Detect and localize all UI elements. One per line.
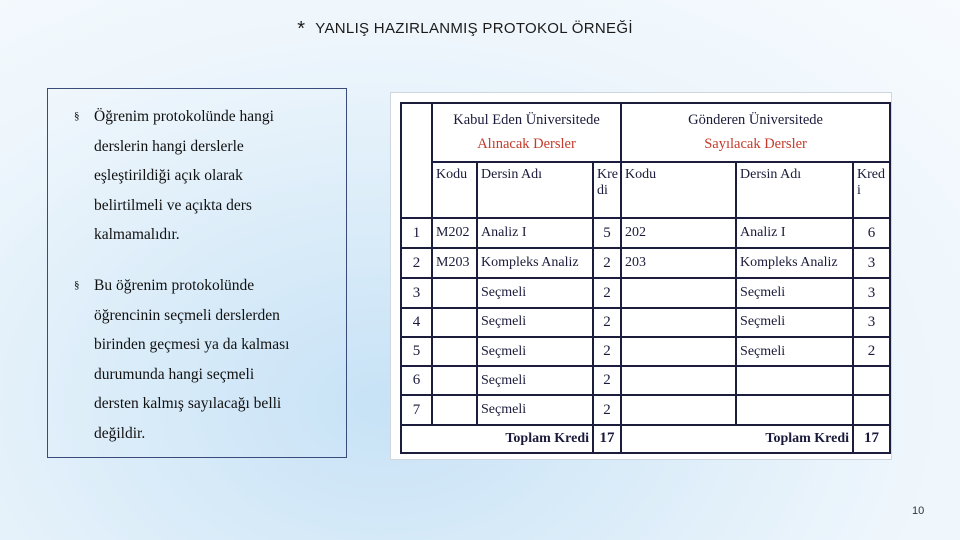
bullet-marker-icon: § xyxy=(74,110,80,122)
col-header-kredi-right: Kred i xyxy=(853,162,890,218)
code-right xyxy=(621,366,736,395)
course-name-left: Seçmeli xyxy=(477,278,593,307)
bullet-marker-icon: § xyxy=(74,279,80,291)
code-right xyxy=(621,395,736,424)
title-star: * xyxy=(297,18,306,40)
table-header-row-1 xyxy=(401,103,890,162)
row-number: 4 xyxy=(401,308,432,337)
sending-title: Gönderen Üniversitede xyxy=(688,112,823,129)
code-left xyxy=(432,278,477,307)
code-left xyxy=(432,366,477,395)
col-header-kodu-left: Kodu xyxy=(432,162,477,218)
credit-right: 2 xyxy=(853,337,890,366)
table-row xyxy=(401,395,890,424)
total-label-left: Toplam Kredi xyxy=(401,425,593,453)
course-name-left: Seçmeli xyxy=(477,337,593,366)
table-row xyxy=(401,278,890,307)
bullet-2 xyxy=(74,271,364,448)
bullet-line: durumunda hangi seçmeli xyxy=(94,365,255,383)
row-number: 5 xyxy=(401,337,432,366)
table-row xyxy=(401,248,890,278)
credit-left: 2 xyxy=(593,278,621,307)
course-name-right: Seçmeli xyxy=(736,337,853,366)
bullet-line: dersten kalmış sayılacağı belli xyxy=(94,395,282,412)
course-name-right: Kompleks Analiz xyxy=(736,248,853,278)
receiving-subtitle: Alınacak Dersler xyxy=(477,136,576,153)
col-header-kodu-right: Kodu xyxy=(621,162,736,218)
course-name-right xyxy=(736,366,853,395)
course-name-right: Seçmeli xyxy=(736,278,853,307)
credit-left: 2 xyxy=(593,337,621,366)
credit-left: 5 xyxy=(593,218,621,248)
page-number: 10 xyxy=(912,505,925,517)
title-text: YANLIŞ HAZIRLANMIŞ PROTOKOL ÖRNEĞİ xyxy=(315,20,633,37)
table-row xyxy=(401,308,890,337)
row-number: 2 xyxy=(401,248,432,278)
bullet-line: değildir. xyxy=(94,424,146,442)
course-name-right: Seçmeli xyxy=(736,308,853,337)
row-number: 1 xyxy=(401,218,432,248)
total-value-right: 17 xyxy=(853,425,890,453)
table-row xyxy=(401,337,890,366)
sending-subtitle: Sayılacak Dersler xyxy=(704,136,807,153)
table-total-row xyxy=(401,425,890,453)
bullet-line: Öğrenim protokolünde hangi xyxy=(94,108,274,125)
col-header-ders-right: Dersin Adı xyxy=(736,162,853,218)
credit-right: 6 xyxy=(853,218,890,248)
table-row xyxy=(401,218,890,248)
bullet-line: derslerin hangi derslerle xyxy=(94,137,244,155)
code-left: M203 xyxy=(432,248,477,278)
bullet-line: birinden geçmesi ya da kalması xyxy=(94,336,290,353)
col-header-ders-left: Dersin Adı xyxy=(477,162,593,218)
code-left: M202 xyxy=(432,218,477,248)
credit-right xyxy=(853,366,890,395)
bullet-1 xyxy=(74,102,364,250)
bullet-line: belirtilmeli ve açıkta ders xyxy=(94,196,252,214)
code-right: 203 xyxy=(621,248,736,278)
course-name-left: Analiz I xyxy=(477,218,593,248)
code-left xyxy=(432,337,477,366)
credit-left: 2 xyxy=(593,308,621,337)
total-value-left: 17 xyxy=(593,425,621,453)
code-right: 202 xyxy=(621,218,736,248)
course-name-left: Kompleks Analiz xyxy=(477,248,593,278)
bullet-line: Bu öğrenim protokolünde xyxy=(94,277,255,294)
course-name-right: Analiz I xyxy=(736,218,853,248)
row-number: 6 xyxy=(401,366,432,395)
course-name-left: Seçmeli xyxy=(477,366,593,395)
table-row xyxy=(401,366,890,395)
course-name-left: Seçmeli xyxy=(477,395,593,424)
credit-right: 3 xyxy=(853,278,890,307)
row-number: 7 xyxy=(401,395,432,424)
code-left xyxy=(432,308,477,337)
receiving-title: Kabul Eden Üniversitede xyxy=(453,112,600,129)
credit-left: 2 xyxy=(593,248,621,278)
col-header-kredi-left: Kre di xyxy=(593,162,621,218)
code-right xyxy=(621,278,736,307)
bullet-line: öğrencinin seçmeli derslerden xyxy=(94,306,280,324)
receiving-university-header xyxy=(432,103,621,162)
course-name-left: Seçmeli xyxy=(477,308,593,337)
table-header-row-2 xyxy=(401,162,890,218)
blank-corner-cell xyxy=(401,103,432,218)
code-right xyxy=(621,308,736,337)
credit-left: 2 xyxy=(593,395,621,424)
credit-left: 2 xyxy=(593,366,621,395)
total-label-right: Toplam Kredi xyxy=(621,425,853,453)
row-number: 3 xyxy=(401,278,432,307)
bullet-line: kalmamalıdır. xyxy=(94,226,180,243)
code-right xyxy=(621,337,736,366)
credit-right xyxy=(853,395,890,424)
credit-right: 3 xyxy=(853,248,890,278)
protocol-table xyxy=(400,102,891,454)
sending-university-header xyxy=(621,103,890,162)
slide-title xyxy=(0,18,930,41)
bullet-line: eşleştirildiği açık olarak xyxy=(94,167,243,184)
code-left xyxy=(432,395,477,424)
credit-right: 3 xyxy=(853,308,890,337)
course-name-right xyxy=(736,395,853,424)
